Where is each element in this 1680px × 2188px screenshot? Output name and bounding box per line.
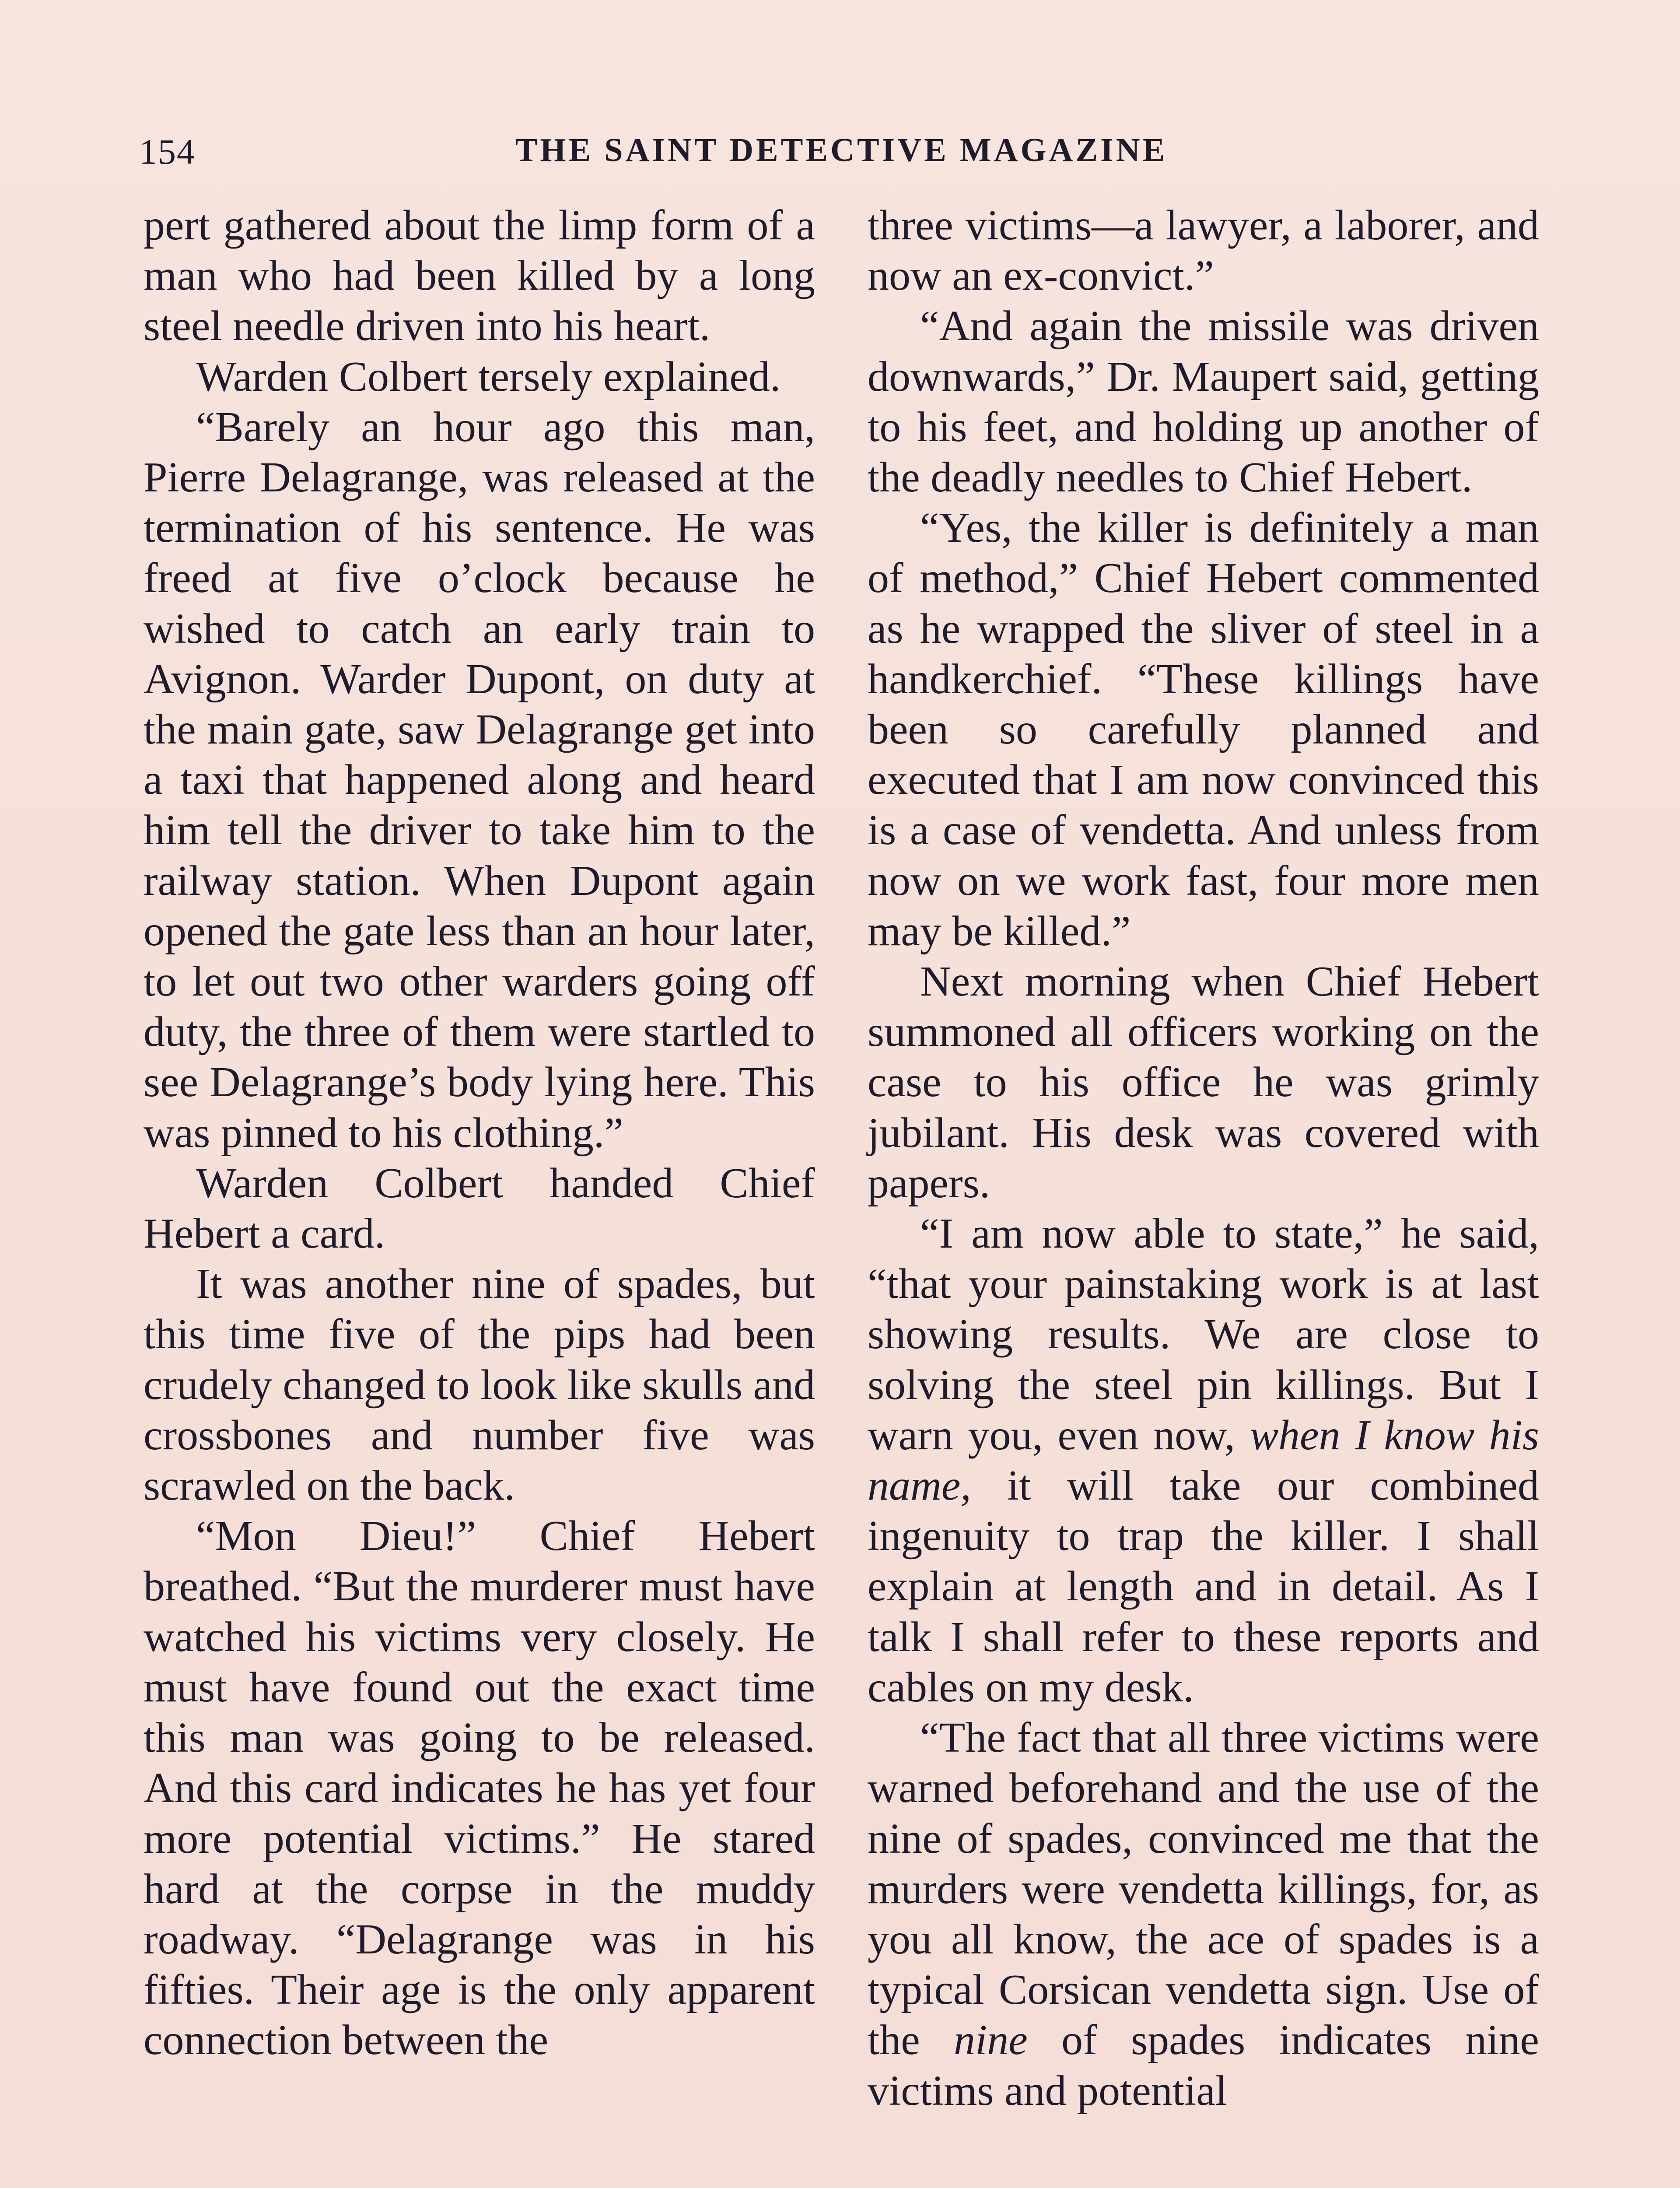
- paragraph: Warden Colbert tersely explained.: [196, 353, 781, 400]
- paragraph: three victims—a lawyer, a laborer, and now an ex-convict.”: [868, 202, 1539, 300]
- paragraph: “And again the missile was driven downwards,” Dr. Maupert said, getting to his feet, and holding up another of the deadly needles to Chief Hebert.: [868, 302, 1539, 501]
- running-title: THE SAINT DETECTIVE MAGAZINE: [515, 132, 1168, 168]
- paragraph: Next morning when Chief Hebert summoned all officers working on the case to his office he was grimly jubilant. His desk was covered with papers.: [868, 958, 1539, 1207]
- page-header: [139, 131, 1544, 179]
- page-number: 154: [139, 132, 196, 172]
- paragraph: “Barely an hour ago this man, Pierre Delagrange, was released at the termination of his sentence. He was freed at five o’clock because he wished to catch an early train to Avignon. Warder Dupont, on duty at the main gate, saw Delagrange get into a taxi that happened along and heard him tell the driver to take him to the railway station. When Dupont again opened the gate less than an hour later, to let out two other warders going off duty, the three of them were startled to see Delagrange’s body lying here. This was pinned to his clothing.”: [144, 403, 815, 1157]
- text-run: “I am now able to state,” he said, “that your painstaking work is at last showing results. We are close to solving the steel pin killings. But I warn you, even now,: [868, 1210, 1539, 1459]
- paragraph: “Yes, the killer is definitely a man of method,” Chief Hebert commented as he wrapped the sliver of steel in a handkerchief. “These killings have been so carefully planned and executed that I am now convinced this is a case of vendetta. And unless from now on we work fast, four more men may be killed.”: [868, 504, 1539, 955]
- text-run: “The fact that all three victims were warned beforehand and the use of the nine of spades, convinced me that the murders were vendetta killings, for, as you all know, the ace of spades is a typical Corsican vendetta sign. Use of the: [868, 1714, 1539, 2064]
- paragraph: Warden Colbert handed Chief Hebert a card.: [144, 1159, 815, 1258]
- paragraph: pert gathered about the limp form of a man who had been killed by a long steel needle driven into his heart.: [144, 202, 815, 350]
- text-run: of spades indicates nine victims and potential: [868, 2016, 1539, 2114]
- paragraph: [868, 1209, 1539, 1713]
- italic-text: nine: [954, 2016, 1028, 2064]
- italic-text: when I know his name,: [868, 1411, 1539, 1510]
- paragraph: It was another nine of spades, but this time five of the pips had been crudely changed to look like skulls and crossbones and number five was scrawled on the back.: [144, 1260, 815, 1510]
- left-column: [144, 200, 815, 2066]
- text-run: it will take our combined ingenuity to trap the killer. I shall explain at length and in detail. As I talk I shall refer to these reports and cables on my desk.: [868, 1462, 1539, 1711]
- right-column: [868, 200, 1539, 2116]
- paragraph: [868, 1713, 1539, 2116]
- paragraph: “Mon Dieu!” Chief Hebert breathed. “But the murderer must have watched his victims very closely. He must have found out the exact time this man was going to be released. And this card indicates he has yet four more potential victims.” He stared hard at the corpse in the muddy roadway. “Delagrange was in his fifties. Their age is the only apparent connection between the: [144, 1512, 815, 2064]
